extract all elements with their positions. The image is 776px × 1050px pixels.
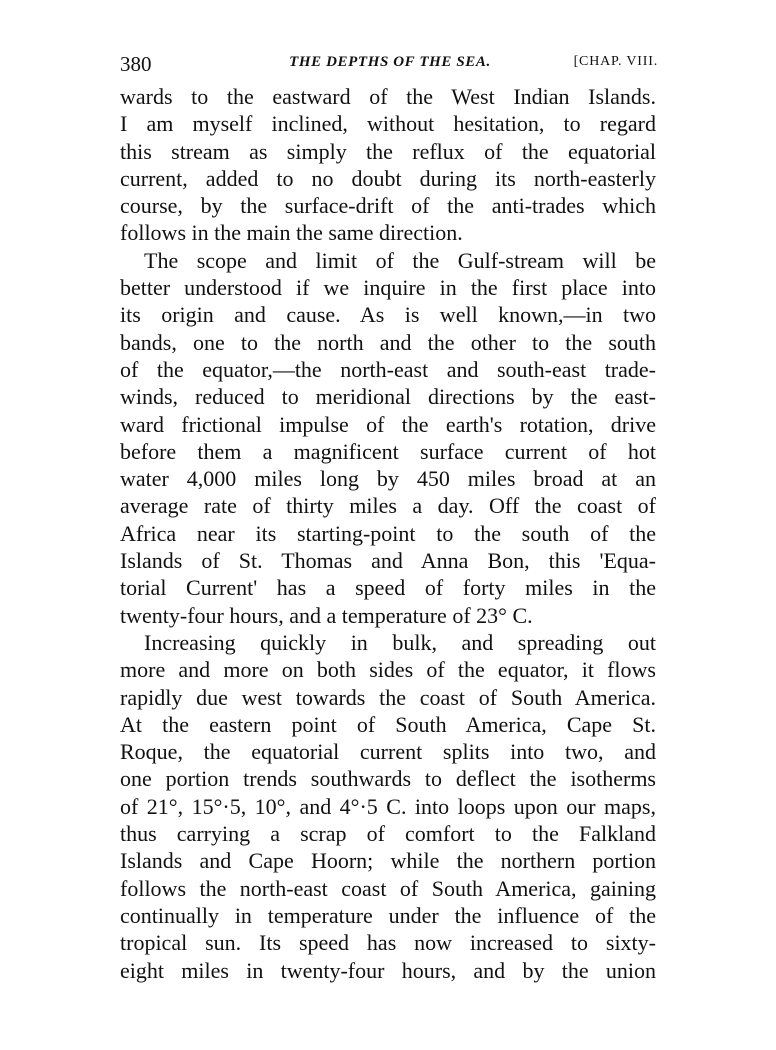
text-line: course, by the surface-drift of the anti-trades which xyxy=(120,193,656,219)
text-line: more and more on both sides of the equator, it flows xyxy=(120,657,656,683)
text-line: Increasing quickly in bulk, and spreading out xyxy=(144,629,656,655)
text-line: rapidly due west towards the coast of South America. xyxy=(120,684,656,710)
text-line: one portion trends southwards to deflect the isotherms xyxy=(120,766,656,792)
text-line: of the equator,—the north-east and south-east trade- xyxy=(120,356,656,382)
text-line: before them a magnificent surface current of hot xyxy=(120,438,656,464)
text-line: bands, one to the north and the other to the south xyxy=(120,329,656,355)
text-line: At the eastern point of South America, Cape St. xyxy=(120,711,656,737)
running-title: THE DEPTHS OF THE SEA. xyxy=(289,54,491,70)
text-line: its origin and cause. As is well known,—in two xyxy=(120,302,656,328)
text-line: follows in the main the same direction. xyxy=(120,220,463,246)
text-line: Islands of St. Thomas and Anna Bon, this 'Equa- xyxy=(120,548,656,574)
paragraph-3 xyxy=(120,629,656,984)
text-line: current, added to no doubt during its north-easterly xyxy=(120,165,656,191)
text-line: The scope and limit of the Gulf-stream will be xyxy=(144,247,656,273)
text-line: continually in temperature under the influence of the xyxy=(120,902,656,928)
text-line: torial Current' has a speed of forty miles in the xyxy=(120,575,656,601)
text-line: eight miles in twenty-four hours, and by the union xyxy=(120,957,656,983)
text-line: thus carrying a scrap of comfort to the Falkland xyxy=(120,821,656,847)
text-line: wards to the eastward of the West Indian Islands. xyxy=(120,84,656,109)
text-line: winds, reduced to meridional directions by the east- xyxy=(120,384,656,410)
page-header xyxy=(120,52,660,78)
paragraph-1 xyxy=(120,83,656,247)
page-number: 380 xyxy=(120,52,152,76)
text-line: water 4,000 miles long by 450 miles broad at an xyxy=(120,466,656,492)
body-text xyxy=(120,83,656,984)
text-line: average rate of thirty miles a day. Off the coast of xyxy=(120,493,656,519)
chapter-reference: [CHAP. VIII. xyxy=(573,54,658,69)
text-line: follows the north-east coast of South America, gaining xyxy=(120,875,656,901)
text-line: I am myself inclined, without hesitation, to regard xyxy=(120,111,656,137)
paragraph-2 xyxy=(120,247,656,629)
text-line: Roque, the equatorial current splits into two, and xyxy=(120,739,656,765)
text-line: of 21°, 15°·5, 10°, and 4°·5 C. into loops upon our maps, xyxy=(120,793,656,819)
text-line: Africa near its starting-point to the south of the xyxy=(120,520,656,546)
text-line: Islands and Cape Hoorn; while the northern portion xyxy=(120,848,656,874)
text-line: this stream as simply the reflux of the equatorial xyxy=(120,138,656,164)
text-line: better understood if we inquire in the first place into xyxy=(120,275,656,301)
text-line: tropical sun. Its speed has now increased to sixty- xyxy=(120,930,656,956)
text-line: twenty-four hours, and a temperature of 23° C. xyxy=(120,602,533,628)
text-line: ward frictional impulse of the earth's rotation, drive xyxy=(120,411,656,437)
